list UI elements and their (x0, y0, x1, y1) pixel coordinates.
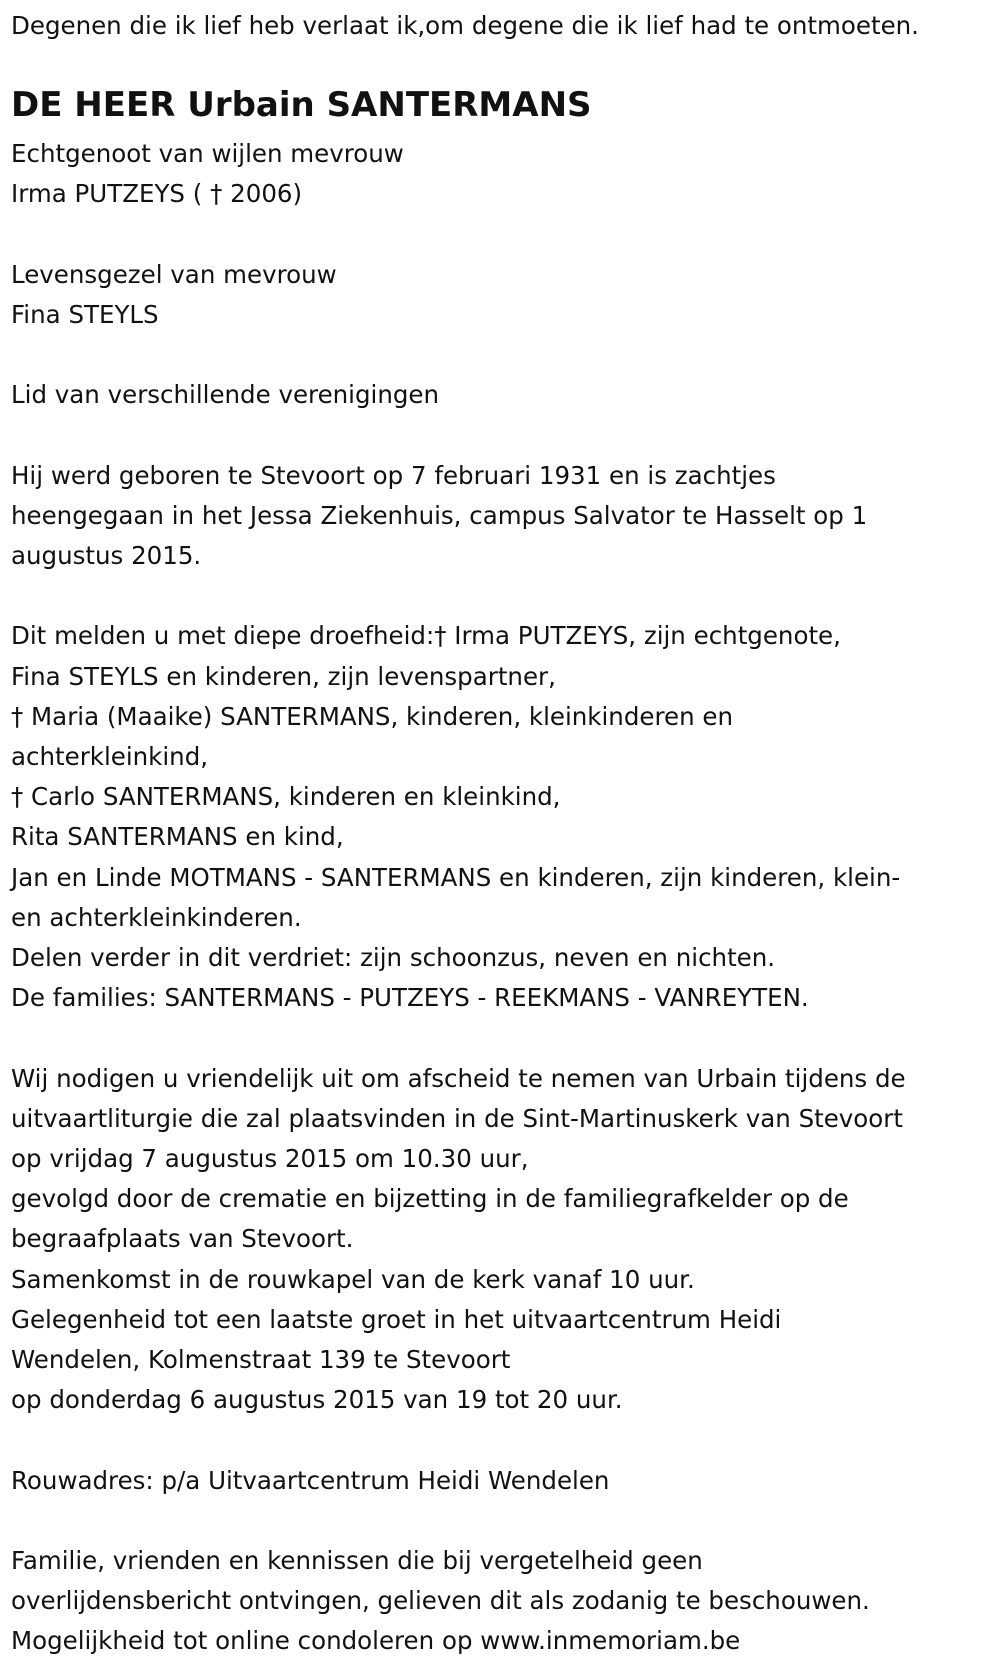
mourners-line: en achterkleinkinderen. (11, 902, 302, 932)
mourners-line: Dit melden u met diepe droefheid:† Irma PUTZEYS, zijn echtgenote, (11, 621, 841, 651)
funeral-line: Wendelen, Kolmenstraat 139 te Stevoort (11, 1345, 511, 1375)
mourners-line: † Maria (Maaike) SANTERMANS, kinderen, kleinkinderen en (11, 701, 733, 731)
funeral-line: op donderdag 6 augustus 2015 van 19 tot 20 uur. (11, 1385, 623, 1415)
mourners-line: Fina STEYLS en kinderen, zijn levenspartner, (11, 661, 556, 691)
birth-death-section (11, 456, 1000, 577)
mourners-line: Delen verder in dit verdriet: zijn schoonzus, neven en nichten. (11, 943, 776, 972)
funeral-line: Gelegenheid tot een laatste groet in het uitvaartcentrum Heidi (11, 1304, 782, 1334)
birth-death-line: augustus 2015. (11, 540, 202, 570)
closing-line: Mogelijkheid tot online condoleren op www.inmemoriam.be (11, 1626, 741, 1656)
funeral-line: begraafplaats van Stevoort. (11, 1224, 354, 1254)
closing-line: overlijdensbericht ontvingen, gelieven dit als zodanig te beschouwen. (11, 1586, 870, 1616)
partner-section (11, 255, 1000, 335)
funeral-section (11, 1059, 1000, 1421)
motto-quote: Degenen die ik lief heb verlaat ik,om degene die ik lief had te ontmoeten. (11, 11, 919, 40)
birth-death-line: Hij werd geboren te Stevoort op 7 februari 1931 en is zachtjes (11, 460, 776, 490)
membership-line: Lid van verschillende verenigingen (11, 380, 440, 410)
mourning-address: Rouwadres: p/a Uitvaartcentrum Heidi Wendelen (11, 1465, 610, 1495)
funeral-line: op vrijdag 7 augustus 2015 om 10.30 uur, (11, 1144, 529, 1173)
deceased-name: DE HEER Urbain SANTERMANS (11, 85, 592, 125)
partner-line-2: Fina STEYLS (11, 299, 159, 329)
mourners-line: † Carlo SANTERMANS, kinderen en kleinkind, (11, 782, 561, 812)
spouse-line-1: Echtgenoot van wijlen mevrouw (11, 139, 404, 168)
birth-death-line: heengegaan in het Jessa Ziekenhuis, campus Salvator te Hasselt op 1 (11, 500, 868, 530)
spouse-line-2: Irma PUTZEYS ( † 2006) (11, 179, 303, 209)
partner-line-1: Levensgezel van mevrouw (11, 259, 337, 289)
funeral-line: Wij nodigen u vriendelijk uit om afscheid te nemen van Urbain tijdens de (11, 1063, 906, 1093)
funeral-line: Samenkomst in de rouwkapel van de kerk vanaf 10 uur. (11, 1264, 695, 1294)
notice-body (11, 134, 1000, 1662)
closing-section (11, 1541, 1000, 1662)
spouse-section (11, 134, 1000, 214)
mourners-line: Rita SANTERMANS en kind, (11, 822, 344, 852)
mourners-line: De families: SANTERMANS - PUTZEYS - REEKMANS - VANREYTEN. (11, 983, 809, 1013)
mourners-line: achterkleinkind, (11, 741, 209, 771)
mourners-section (11, 616, 1000, 1018)
mourners-line: Jan en Linde MOTMANS - SANTERMANS en kinderen, zijn kinderen, klein- (11, 862, 901, 892)
funeral-line: gevolgd door de crematie en bijzetting in de familiegrafkelder op de (11, 1184, 849, 1214)
funeral-line: uitvaartliturgie die zal plaatsvinden in de Sint-Martinuskerk van Stevoort (11, 1103, 903, 1133)
closing-line: Familie, vrienden en kennissen die bij vergetelheid geen (11, 1546, 703, 1575)
